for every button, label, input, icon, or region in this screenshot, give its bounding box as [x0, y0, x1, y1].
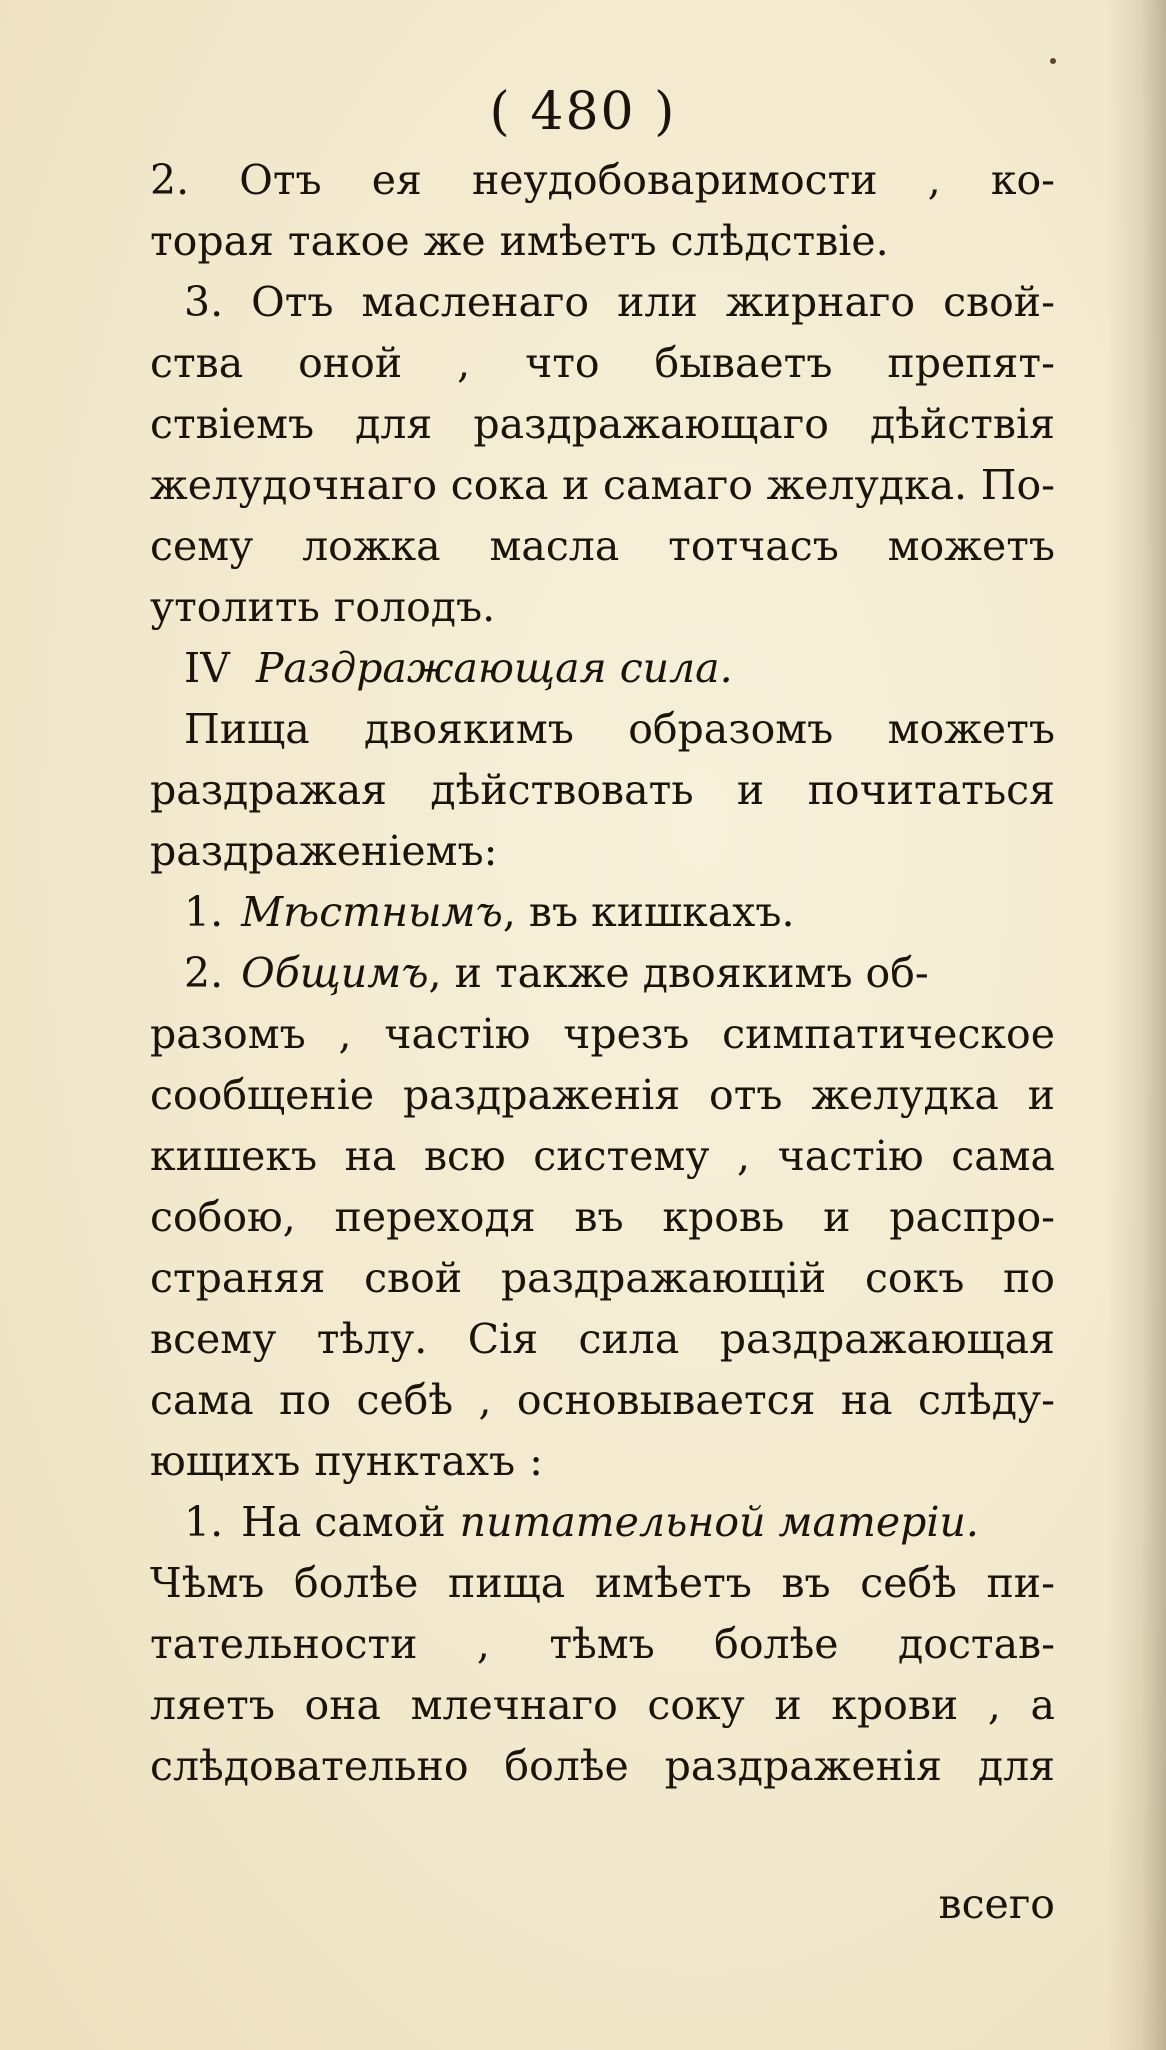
text-line [150, 1553, 1055, 1614]
text-line [150, 760, 1055, 821]
word: кровь [662, 1193, 785, 1241]
word: она [304, 1681, 381, 1729]
word: по [279, 1376, 332, 1424]
catchword: всего [938, 1880, 1055, 1928]
page-edge-shadow [1106, 0, 1166, 2050]
word: раздражающаго [473, 400, 829, 448]
word: симпатическое [722, 1010, 1055, 1058]
word: 3. [184, 278, 224, 326]
word: бываетъ [654, 339, 833, 387]
word: сокъ [864, 1254, 965, 1302]
word: : [529, 1437, 543, 1485]
word: можетъ [887, 705, 1055, 753]
section-number: IV [184, 644, 230, 692]
word: въ [574, 1193, 624, 1241]
page-number-header: ( 480 ) [489, 82, 677, 142]
word: что [525, 339, 600, 387]
word: пи- [986, 1559, 1055, 1607]
paragraph-block-4 [150, 1553, 1055, 1797]
word: распро- [889, 1193, 1055, 1241]
list-item-number: 1. [184, 888, 224, 936]
text-line [150, 272, 1055, 333]
text-line [150, 821, 1055, 882]
word: , [476, 1620, 490, 1668]
word: себѣ [860, 1559, 957, 1607]
word: частію [384, 1010, 531, 1058]
text-line [150, 1370, 1055, 1431]
word: для [355, 400, 433, 448]
text-line [150, 1065, 1055, 1126]
word: болѣе [294, 1559, 419, 1607]
body-text [150, 150, 1055, 1797]
word: желудка. [766, 461, 968, 509]
word: Отъ [239, 156, 322, 204]
text-line [150, 577, 1055, 638]
text-line [150, 1248, 1055, 1309]
list-item-general [150, 943, 1055, 1004]
word: сама [951, 1132, 1055, 1180]
word: пища [448, 1559, 566, 1607]
word: , [457, 339, 471, 387]
text-line [150, 1187, 1055, 1248]
text-line [150, 699, 1055, 760]
section-heading [150, 638, 1055, 699]
text-line [150, 150, 1055, 211]
word: собою, [150, 1193, 296, 1241]
word: или [617, 278, 698, 326]
word: желудочнаго [150, 461, 438, 509]
word: масленаго [361, 278, 590, 326]
word: утолить [150, 583, 320, 631]
list-item-text: , въ кишкахъ. [502, 888, 795, 936]
word: Сія [467, 1315, 539, 1363]
word: чрезъ [563, 1010, 690, 1058]
word: дѣйствія [869, 400, 1055, 448]
word: и [736, 766, 765, 814]
word: переходя [334, 1193, 536, 1241]
text-line [150, 394, 1055, 455]
word: По- [980, 461, 1055, 509]
ink-speck [1050, 58, 1056, 64]
word: и [823, 1193, 851, 1241]
list-item-label: Мѣстнымъ [241, 888, 503, 936]
word: раздраженіемъ: [150, 827, 498, 875]
word: слѣдовательно [150, 1742, 469, 1790]
text-line [150, 333, 1055, 394]
word: , [927, 156, 941, 204]
list-item-label: питательной матеріи. [459, 1498, 979, 1546]
word: препят- [887, 339, 1055, 387]
word: и [774, 1681, 802, 1729]
word: сему [150, 522, 254, 570]
word: имѣетъ [499, 217, 657, 265]
text-line [150, 1309, 1055, 1370]
word: болѣе [714, 1620, 839, 1668]
list-item-local [150, 882, 1055, 943]
word: пунктахъ [314, 1437, 516, 1485]
text-line [150, 455, 1055, 516]
word: раздраженія [402, 1071, 681, 1119]
word: раздражающая [719, 1315, 1055, 1363]
section-title: Раздражающая сила. [255, 644, 733, 692]
word: разомъ [150, 1010, 306, 1058]
word: , [338, 1010, 352, 1058]
text-line [150, 1004, 1055, 1065]
word: торая [150, 217, 274, 265]
list-item-text: , и также двоякимъ об- [428, 949, 929, 997]
text-line [150, 1614, 1055, 1675]
word: же [423, 217, 486, 265]
word: всему [150, 1315, 277, 1363]
word: раздражая [150, 766, 388, 814]
word: самаго [603, 461, 753, 509]
word: и [1027, 1071, 1055, 1119]
word: голодъ. [333, 583, 496, 631]
word: почитаться [807, 766, 1055, 814]
word: и [562, 461, 590, 509]
word: такое [287, 217, 410, 265]
word: сообщеніе [150, 1071, 375, 1119]
word: кишекъ [150, 1132, 318, 1180]
word: а [1030, 1681, 1055, 1729]
word: масла [489, 522, 620, 570]
word: млечнаго [410, 1681, 618, 1729]
word: ко- [990, 156, 1055, 204]
word: раздражающій [500, 1254, 827, 1302]
word: достав- [898, 1620, 1055, 1668]
word: ложка [302, 522, 441, 570]
word: крови [831, 1681, 959, 1729]
word: неудобоваримости [471, 156, 878, 204]
word: слѣду- [917, 1376, 1055, 1424]
paragraph-block-2 [150, 699, 1055, 882]
word: ствіемъ [150, 400, 315, 448]
word: тѣлу. [316, 1315, 428, 1363]
word: имѣетъ [594, 1559, 752, 1607]
word: для [977, 1742, 1055, 1790]
word: сила [578, 1315, 680, 1363]
word: ства [150, 339, 244, 387]
word: , [987, 1681, 1001, 1729]
paragraph-block-3 [150, 1004, 1055, 1492]
word: тѣмъ [549, 1620, 655, 1668]
word: себѣ [356, 1376, 454, 1424]
word: на [840, 1376, 893, 1424]
word: , [478, 1376, 492, 1424]
list-item-text: На самой [241, 1498, 446, 1546]
word: Отъ [251, 278, 334, 326]
text-line [150, 1736, 1055, 1797]
word: 2. [150, 156, 190, 204]
word: въ [781, 1559, 831, 1607]
word: желудка [811, 1071, 999, 1119]
word: страняя [150, 1254, 326, 1302]
word: двоякимъ [364, 705, 574, 753]
word: ющихъ [150, 1437, 301, 1485]
word: болѣе [504, 1742, 629, 1790]
list-item-number: 2. [184, 949, 224, 997]
word: частію [777, 1132, 924, 1180]
paragraph-block-1 [150, 150, 1055, 638]
word: , [737, 1132, 751, 1180]
text-line [150, 516, 1055, 577]
word: жирнаго [725, 278, 916, 326]
word: дѣйствовать [430, 766, 694, 814]
text-line [150, 1675, 1055, 1736]
word: тотчасъ [668, 522, 839, 570]
word: Пища [184, 705, 310, 753]
word: по [1002, 1254, 1055, 1302]
word: сока [450, 461, 549, 509]
word: ляетъ [150, 1681, 275, 1729]
word: основывается [516, 1376, 816, 1424]
text-line [150, 1126, 1055, 1187]
word: всю [423, 1132, 506, 1180]
word: на [344, 1132, 397, 1180]
word: свой [364, 1254, 463, 1302]
word: раздраженія [664, 1742, 942, 1790]
word: можетъ [887, 522, 1055, 570]
word: сама [150, 1376, 254, 1424]
word: тательности [150, 1620, 418, 1668]
list-item-label: Общимъ [241, 949, 429, 997]
word: слѣдствіе. [670, 217, 889, 265]
word: образомъ [628, 705, 834, 753]
list-item-number: 1. [184, 1498, 224, 1546]
word: ея [371, 156, 422, 204]
list-item-nutritive [150, 1492, 1055, 1553]
word: отъ [709, 1071, 783, 1119]
text-line [150, 1431, 1055, 1492]
text-line [150, 211, 1055, 272]
word: оной [298, 339, 403, 387]
word: систему [533, 1132, 710, 1180]
word: свой- [943, 278, 1055, 326]
word: соку [647, 1681, 745, 1729]
word: Чѣмъ [150, 1559, 265, 1607]
